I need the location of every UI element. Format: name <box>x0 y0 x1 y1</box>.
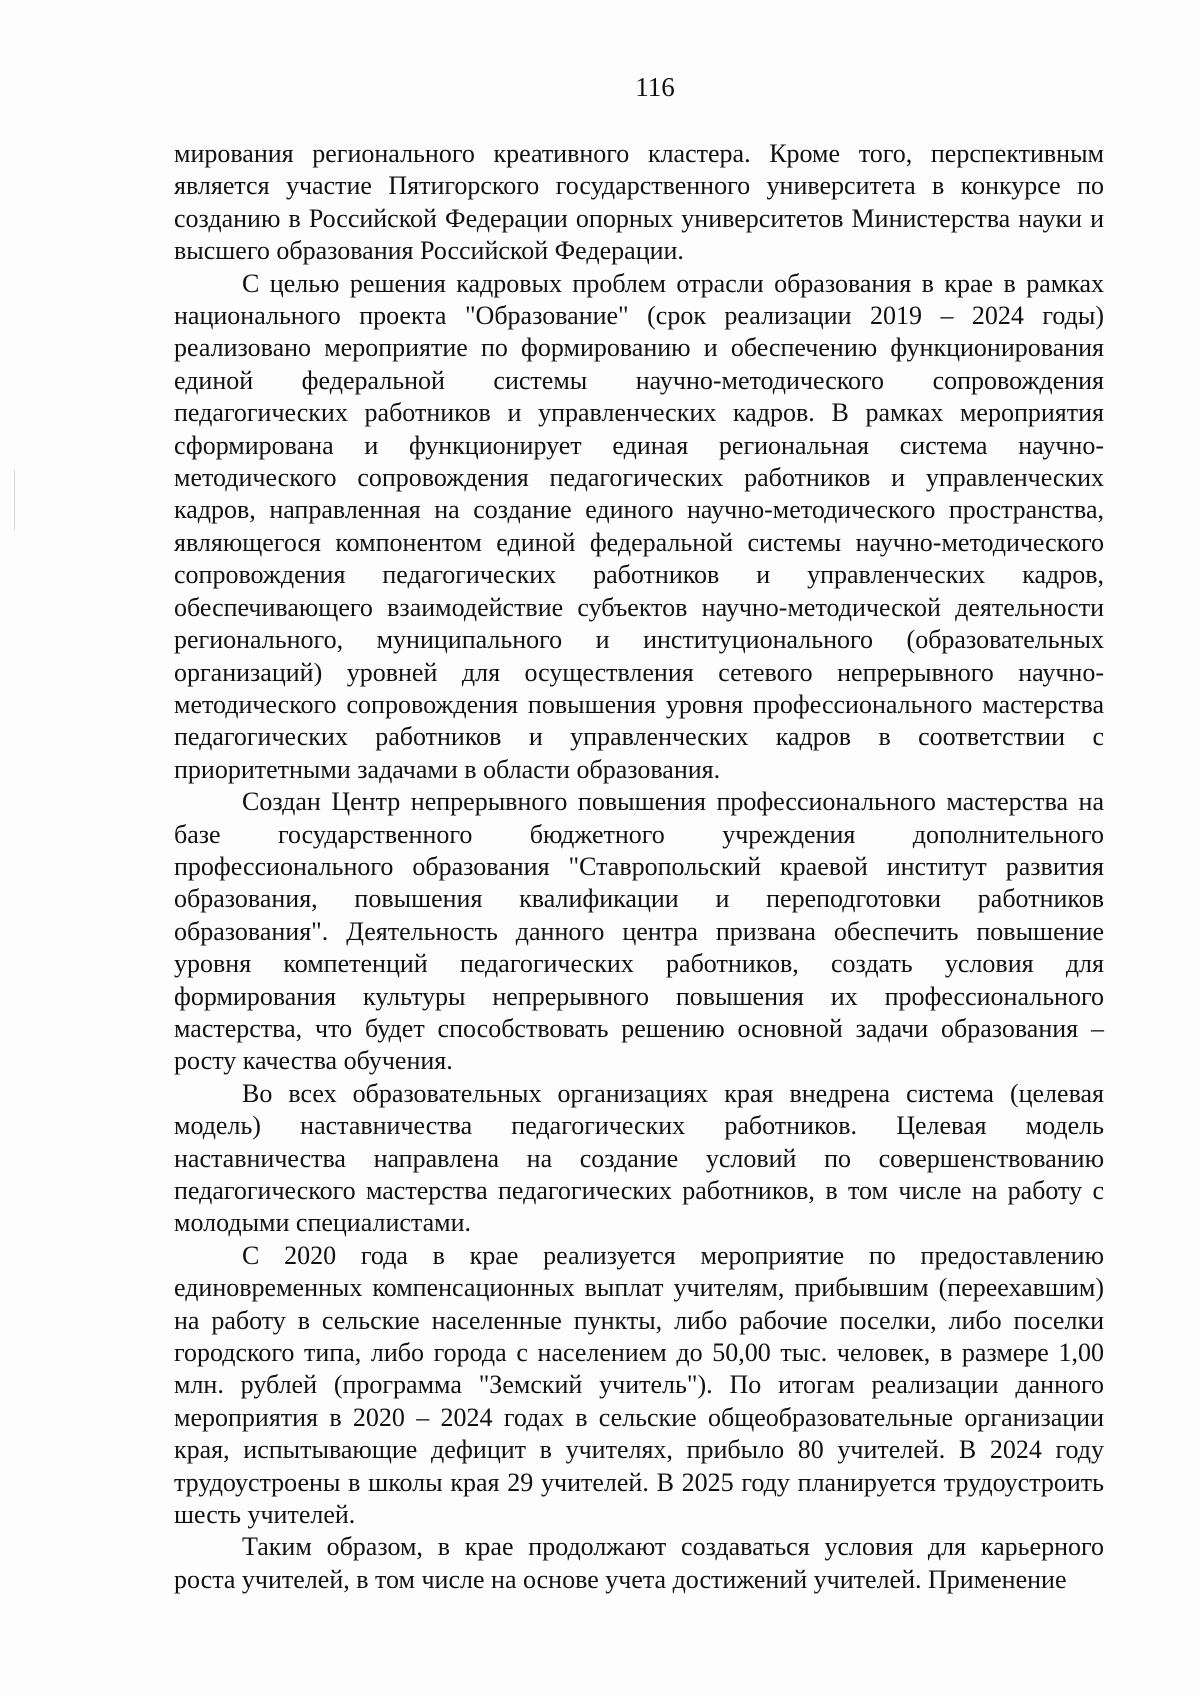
document-body <box>174 138 1104 1596</box>
paragraph-3: Создан Центр непрерывного повышения профессионального мастерства на базе государственного бюджетного учреждения дополнительного профессионального образования "Ставропольский краевой институт развития образования, повышения квалификации и переподготовки работников образования". Деятельность данного центра призвана обеспечить повышение уровня компетенций педагогических работников, создать условия для формирования культуры непрерывного повышения их профессионального мастерства, что будет способствовать решению основной задачи образования – росту качества обучения. <box>174 787 1104 1076</box>
page-number: 116 <box>635 72 675 102</box>
paragraph-5: С 2020 года в крае реализуется мероприятие по предоставлению единовременных компенсационных выплат учителям, прибывшим (переехавшим) на работу в сельские населенные пункты, либо рабочие поселки, либо поселки городского типа, либо города с населением до 50,00 тыс. человек, в размере 1,00 млн. рублей (программа "Земский учитель"). По итогам реализации данного мероприятия в 2020 – 2024 годах в сельские общеобразовательные организации края, испытывающие дефицит в учителях, прибыло 80 учителей. В 2024 году трудоустроены в школы края 29 учителей. В 2025 году планируется трудоустроить шесть учителей. <box>174 1240 1104 1530</box>
paragraph-1: мирования регионального креативного кластера. Кроме того, перспективным является участие Пятигорского государственного университета в конкурсе по созданию в Российской Федерации опорных университетов Министерства науки и высшего образования Российской Федерации. <box>174 139 1104 266</box>
paragraph-4: Во всех образовательных организациях края внедрена система (целевая модель) наставничества педагогических работников. Целевая модель наставничества направлена на создание условий по совершенствованию педагогического мастерства педагогических работников, в том числе на работу с молодыми специалистами. <box>174 1078 1104 1238</box>
paragraph-6: Таким образом, в крае продолжают создаваться условия для карьерного роста учителей, в том числе на основе учета достижений учителей. Применение <box>174 1532 1104 1594</box>
paragraph-2: С целью решения кадровых проблем отрасли образования в крае в рамках национального проекта "Образование" (срок реализации 2019 – 2024 годы) реализовано мероприятие по формированию и обеспечению функционирования единой федеральной системы научно-методического сопровождения педагогических работников и управленческих кадров. В рамках мероприятия сформирована и функционирует единая региональная система научно-методического сопровождения педагогических работников и управленческих кадров, направленная на создание единого научно-методического пространства, являющегося компонентом единой федеральной системы научно-методического сопровождения педагогических работников и управленческих кадров, обеспечивающего взаимодействие субъектов научно-методической деятельности регионального, муниципального и институционального (образовательных организаций) уровней для осуществления сетевого непрерывного научно-методического сопровождения повышения уровня профессионального мастерства педагогических работников и управленческих кадров в соответствии с приоритетными задачами в области образования. <box>174 268 1104 784</box>
scan-margin-mark <box>14 470 15 530</box>
